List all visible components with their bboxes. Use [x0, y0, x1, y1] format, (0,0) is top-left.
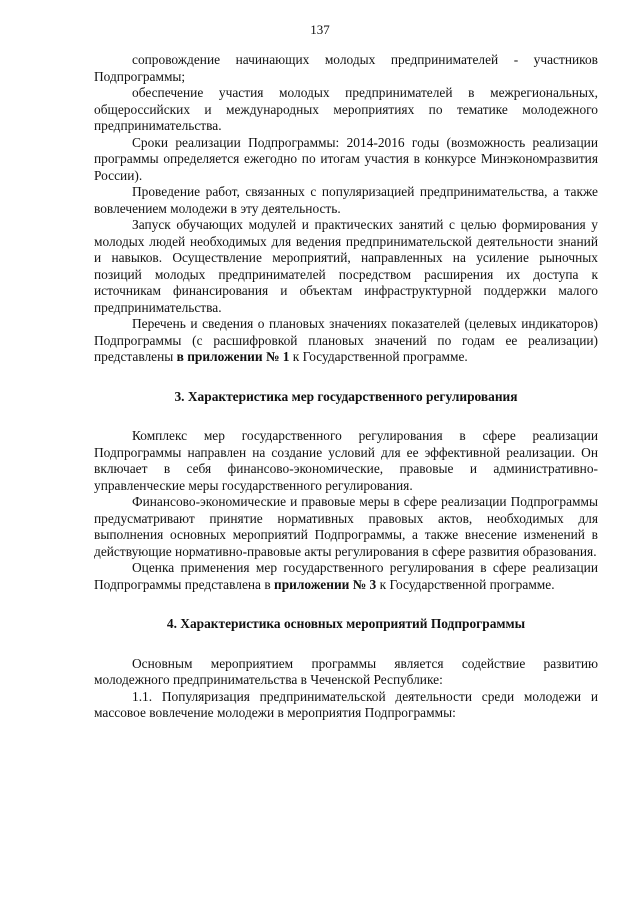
section-4-heading: 4. Характеристика основных мероприятий Подпрограммы: [166, 616, 526, 631]
assessment-text-end: к Государственной программе.: [376, 576, 555, 592]
assessment-text: Оценка применения мер государственного регулирования в сфере реализации Подпрограммы представлена в: [94, 560, 598, 592]
page-content: [94, 52, 598, 722]
annex-1-reference: в приложении № 1: [176, 349, 290, 364]
paragraph-main-activity: Основным мероприятием программы является содействие развитию молодежного предпринимательства в Чеченской Республике:: [94, 655, 598, 687]
page-number: 137: [310, 22, 330, 37]
paragraph-timeline: Сроки реализации Подпрограммы: 2014-2016 годы (возможность реализации программы определяется ежегодно по итогам участия в конкурсе Минэкономразвития России).: [94, 134, 598, 183]
paragraph-participation: обеспечение участия молодых предпринимателей в межрегиональных, общероссийских и международных мероприятиях по тематике молодежного предпринимательства.: [94, 85, 598, 133]
paragraph-training: Запуск обучающих модулей и практических занятий с целью формирования у молодых людей необходимых для ведения предпринимательской деятельности знаний и навыков. Осуществление мероприятий, направленных на усиление рыночных позиций молодых предпринимателей посредством расширения их доступа к источникам финансирования и объектам инфраструктурной поддержки малого предпринимательства.: [94, 217, 598, 315]
paragraph-regulation-complex: Комплекс мер государственного регулирования в сфере реализации Подпрограммы направлен на создание условий для ее эффективной реализации. Он включает в себя финансово-экономические, правовые и административно-управленческие меры государственного регулирования.: [94, 428, 598, 493]
paragraph-regulation-assessment: [94, 560, 598, 593]
paragraph-support: сопровождение начинающих молодых предпринимателей - участников Подпрограммы;: [94, 52, 598, 84]
annex-3-reference: приложении № 3: [274, 576, 377, 592]
indicators-text: Перечень и сведения о плановых значениях показателей (целевых индикаторов) Подпрограммы (с расшифровкой плановых значений по годам ее реализации) представлены: [94, 316, 598, 364]
paragraph-financial-measures: Финансово-экономические и правовые меры в сфере реализации Подпрограммы предусматривают принятие нормативных правовых актов, необходимых для выполнения основных мероприятий Подпрограммы, а также внесение изменений в действующие нормативно-правовые акты регулирования в сфере развития образования.: [94, 494, 598, 559]
indicators-text-end: к Государственной программе.: [289, 349, 468, 364]
section-3-heading: 3. Характеристика мер государственного регулирования: [174, 388, 518, 404]
paragraph-popularization: Проведение работ, связанных с популяризацией предпринимательства, а также вовлечением молодежи в эту деятельность.: [94, 184, 598, 216]
paragraph-activity-1-1: 1.1. Популяризация предпринимательской деятельности среди молодежи и массовое вовлечение молодежи в мероприятия Подпрограммы:: [94, 688, 598, 720]
paragraph-indicators: [94, 316, 598, 366]
